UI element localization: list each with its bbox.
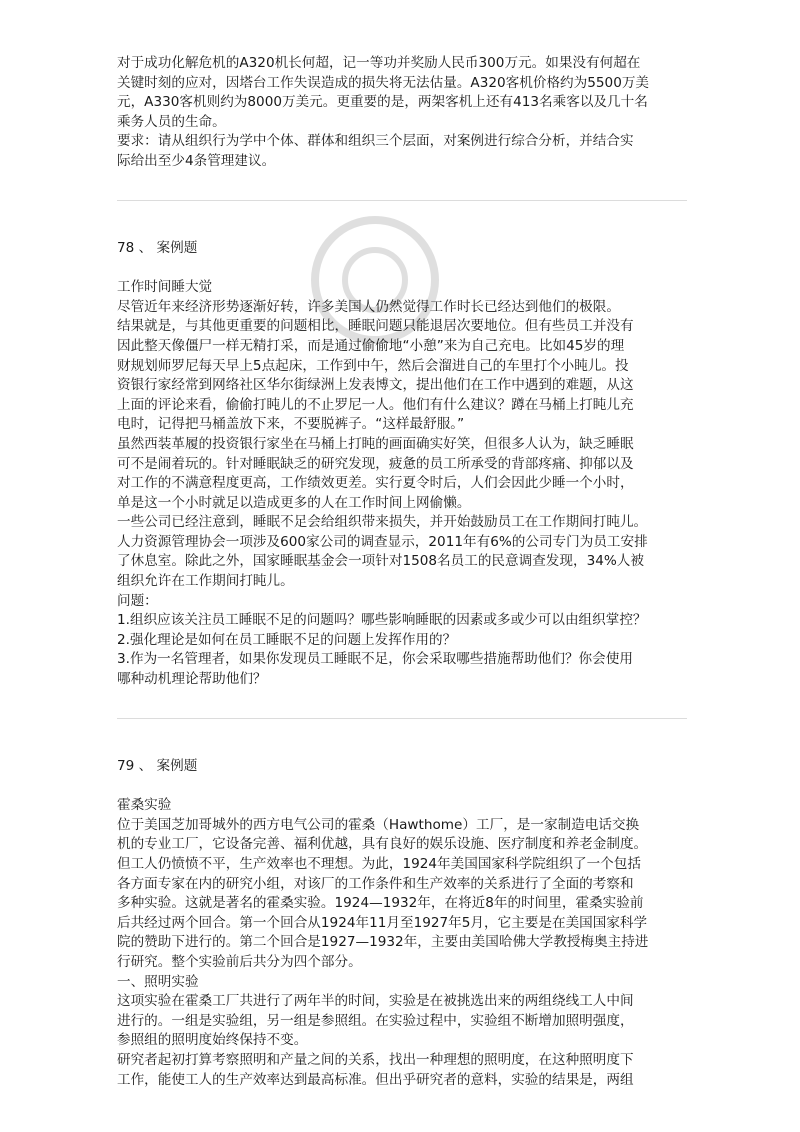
body-line: 问题： bbox=[117, 592, 158, 609]
body-line: 尽管近年来经济形势逐渐好转，许多美国人仍然觉得工作时长已经达到他们的极限。 bbox=[117, 298, 620, 315]
body-line: 财规划师罗尼每天早上5点起床，工作到中午，然后会溜进自己的车里打个小盹儿。投 bbox=[117, 357, 629, 374]
body-line: 研究者起初打算考察照明和产量之间的关系，找出一种理想的照明度，在这种照明度下 bbox=[117, 1051, 634, 1068]
intro-line: 际给出至少4条管理建议。 bbox=[117, 152, 276, 169]
body-line: 虽然西装革履的投资银行家坐在马桶上打盹的画面确实好笑，但很多人认为，缺乏睡眠 bbox=[117, 435, 634, 452]
body-line: 电时，记得把马桶盖放下来，不要脱裤子。“这样最舒服。” bbox=[117, 416, 465, 433]
body-line: 上面的评论来看，偷偷打盹儿的不止罗尼一人。他们有什么建议？蹲在马桶上打盹儿充 bbox=[117, 396, 634, 413]
body-line: 因此整天像僵尸一样无精打采，而是通过偷偷地“小憩”来为自己充电。比如45岁的理 bbox=[117, 337, 625, 354]
body-line: 组织允许在工作期间打盹儿。 bbox=[117, 573, 294, 590]
section-divider bbox=[117, 718, 687, 719]
body-line: 参照组的照明度始终保持不变。 bbox=[117, 1032, 308, 1049]
question-header: 78 、 案例题 bbox=[117, 239, 198, 256]
question-78 bbox=[117, 239, 687, 690]
body-line: 结果就是，与其他更重要的问题相比，睡眠问题只能退居次要地位。但有些员工并没有 bbox=[117, 318, 634, 335]
document-page bbox=[117, 54, 687, 1090]
body-line: 各方面专家在内的研究小组，对该厂的工作条件和生产效率的关系进行了全面的考察和 bbox=[117, 875, 634, 892]
body-line: 后共经过两个回合。第一个回合从1924年11月至1927年5月，它主要是在美国国家科学 bbox=[117, 914, 648, 931]
body-line: 多种实验。这就是著名的霍桑实验。1924—1932年，在将近8年的时间里，霍桑实验前 bbox=[117, 895, 644, 912]
body-line: 哪种动机理论帮助他们？ bbox=[117, 671, 267, 688]
intro-line: 要求：请从组织行为学中个体、群体和组织三个层面，对案例进行综合分析，并结合实 bbox=[117, 133, 634, 150]
body-line: 人力资源管理协会一项涉及600家公司的调查显示，2011年有6%的公司专门为员工安排 bbox=[117, 533, 648, 550]
body-line: 机的专业工厂，它设备完善、福利优越，具有良好的娱乐设施、医疗制度和养老金制度。 bbox=[117, 836, 648, 853]
body-line: 单是这一个小时就足以造成更多的人在工作时间上网偷懒。 bbox=[117, 494, 471, 511]
intro-line: 元，A330客机则约为8000万美元。更重要的是，两架客机上还有413名乘客以及几十名 bbox=[117, 94, 648, 111]
question-79 bbox=[117, 757, 687, 1091]
section-divider bbox=[117, 200, 687, 201]
question-title: 工作时间睡大觉 bbox=[117, 279, 213, 296]
body-line: 院的赞助下进行的。第二个回合是1927—1932年，主要由美国哈佛大学教授梅奥主持进 bbox=[117, 934, 649, 951]
intro-line: 乘务人员的生命。 bbox=[117, 113, 226, 130]
body-line: 1.组织应该关注员工睡眠不足的问题吗？哪些影响睡眠的因素或多或少可以由组织掌控？ bbox=[117, 612, 647, 629]
intro-line: 关键时刻的应对，因塔台工作失误造成的损失将无法估量。A320客机价格约为5500万美 bbox=[117, 74, 650, 91]
body-line: 这项实验在霍桑工厂共进行了两年半的时间，实验是在被挑选出来的两组绕线工人中间 bbox=[117, 993, 634, 1010]
body-line: 一些公司已经注意到，睡眠不足会给组织带来损失，并开始鼓励员工在工作期间打盹儿。 bbox=[117, 514, 648, 531]
intro-line: 对于成功化解危机的A320机长何超，记一等功并奖励人民币300万元。如果没有何超在 bbox=[117, 55, 641, 71]
body-line: 资银行家经常到网络社区华尔街绿洲上发表博文，提出他们在工作中遇到的难题，从这 bbox=[117, 377, 634, 394]
intro-section bbox=[117, 54, 687, 172]
body-line: 位于美国芝加哥城外的西方电气公司的霍桑（Hawthome）工厂，是一家制造电话交换 bbox=[117, 816, 640, 833]
body-line: 了休息室。除此之外，国家睡眠基金会一项针对1508名员工的民意调查发现，34%人被 bbox=[117, 553, 644, 570]
body-line: 行研究。整个实验前后共分为四个部分。 bbox=[117, 953, 362, 970]
body-line: 2.强化理论是如何在员工睡眠不足的问题上发挥作用的？ bbox=[117, 631, 457, 648]
question-header: 79 、 案例题 bbox=[117, 757, 198, 774]
body-line: 可不是闹着玩的。针对睡眠缺乏的研究发现，疲惫的员工所承受的背部疼痛、抑郁以及 bbox=[117, 455, 634, 472]
body-line: 但工人仍愤愤不平，生产效率也不理想。为此，1924年美国国家科学院组织了一个包括 bbox=[117, 856, 641, 872]
body-line: 进行的。一组是实验组，另一组是参照组。在实验过程中，实验组不断增加照明强度， bbox=[117, 1012, 634, 1029]
body-line: 3.作为一名管理者，如果你发现员工睡眠不足，你会采取哪些措施帮助他们？你会使用 bbox=[117, 651, 633, 668]
question-title: 霍桑实验 bbox=[117, 797, 172, 814]
body-line: 工作，能使工人的生产效率达到最高标准。但出乎研究者的意料，实验的结果是，两组 bbox=[117, 1071, 634, 1088]
body-line: 对工作的不满意程度更高，工作绩效更差。实行夏令时后，人们会因此少睡一个小时， bbox=[117, 475, 634, 492]
body-line: 一、照明实验 bbox=[117, 973, 199, 990]
